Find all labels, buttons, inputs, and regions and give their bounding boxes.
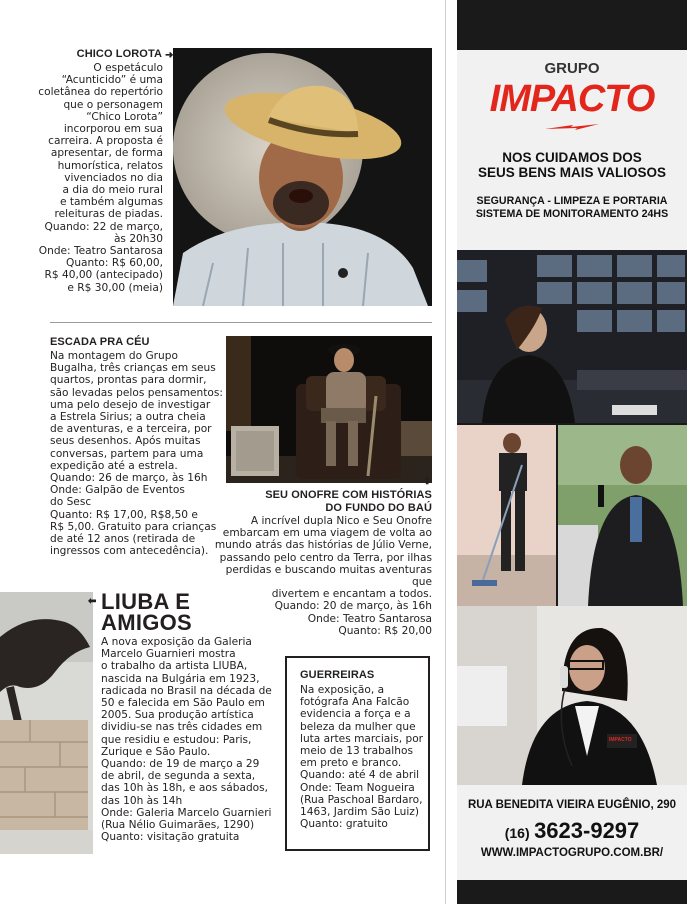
arrow-up-icon: ⬆ xyxy=(423,476,432,487)
ad-brand: IMPACTO xyxy=(489,78,655,120)
page-separator xyxy=(445,0,446,904)
ad-doorman-photo xyxy=(558,425,687,606)
ad-phone-line xyxy=(457,818,687,844)
escada-body: Na montagem do Grupo Bugalha, três crianças em seus quartos, prontas para dormir, são levadas pelos pensamentos: uma pelo desejo de investigar a Estrela Sirius; a outra cheia de aventuras, e a terceira, por seus desenhos. Após muitas conversas, partem para uma expedição até a estrela. Quando: 26 de março, às 16h Onde: Galpão de Eventos do Sesc Quanto: R$ 17,00, R$8,50 e R$ 5,00. Gratuito para crianças de até 12 anos (retirada de ingressos com antecedência). xyxy=(50,350,223,558)
ad-cleaning-photo xyxy=(457,425,556,606)
liuba-sculpture-photo xyxy=(0,592,93,854)
onofre-body: A incrível dupla Nico e Seu Onofre embarcam em uma viagem de volta ao mundo atrás das histórias de Júlio Verne, passando pelo centro da Terra, por ilhas perdidas e buscando muitas aventuras que divertem e encantam a todos. Quando: 20 de março, às 16h Onde: Teatro Santarosa Quanto: R$ 20,00 xyxy=(214,515,432,637)
escada-title: ESCADA PRA CÉU xyxy=(50,336,150,348)
ad-monitoring-photo xyxy=(457,250,687,423)
impacto-ad xyxy=(457,0,687,904)
arrow-right-icon: ➜ xyxy=(165,50,174,61)
divider xyxy=(50,322,432,323)
ad-website: WWW.IMPACTOGRUPO.COM.BR/ xyxy=(480,847,664,859)
ad-tagline: NOS CUIDAMOS DOS SEUS BENS MAIS VALIOSOS xyxy=(477,150,667,180)
chico-title: CHICO LOROTA xyxy=(76,48,162,60)
ad-services: SEGURANÇA - LIMPEZA E PORTARIA SISTEMA DE MONITORAMENTO 24HS xyxy=(475,195,669,220)
onofre-photo xyxy=(226,336,432,483)
ad-group: GRUPO xyxy=(544,60,600,77)
liuba-body: A nova exposição da Galeria Marcelo Guarnieri mostra o trabalho da artista LIUBA, nascida na Bulgária em 1923, radicada no Brasil na década de 50 e falecida em São Paulo em 2005. Sua produção artística dividiu-se nas três cidades em que residiu e estudou: Paris, Zurique e São Paulo. Quando: de 19 de março a 29 de abril, de segunda a sexta, das 10h às 18h, e aos sábados, das 10h às 14h Onde: Galeria Marcelo Guarnieri (Rua Nélio Guimarães, 1290) Quanto: visitação gratuita xyxy=(101,636,272,844)
onofre-title: SEU ONOFRE COM HISTÓRIAS DO FUNDO DO BAÚ xyxy=(265,489,432,514)
ad-receptionist-photo xyxy=(457,606,687,785)
guerreiras-body: Na exposição, a fotógrafa Ana Falcão evidencia a força e a beleza da mulher que luta artes marciais, por meio de 13 trabalhos em preto e branco. Quando: até 4 de abril Onde: Team Nogueira (Rua Paschoal Bardaro, 1463, Jardim São Luiz) Quanto: gratuito xyxy=(300,684,424,831)
ad-header xyxy=(457,50,687,250)
ad-address: RUA BENEDITA VIEIRA EUGÊNIO, 290 xyxy=(467,799,677,811)
ad-badge: IMPACTO xyxy=(609,737,632,743)
ad-phone: 3623-9297 xyxy=(534,818,640,843)
guerreiras-title: GUERREIRAS xyxy=(300,669,375,681)
liuba-title: LIUBA E AMIGOS xyxy=(101,589,193,635)
chico-photo xyxy=(173,48,432,306)
ad-footer xyxy=(457,785,687,880)
ad-phone-area: (16) xyxy=(504,825,530,841)
chico-body: O espetáculo “Acunticido” é uma coletânea do repertório que o personagem “Chico Lorota” incorporou em sua carreira. A proposta é apresentar, de forma humorística, relatos vivenciados no dia a dia do meio rural e também algumas releituras de piadas. Quando: 22 de março, às 20h30 Onde: Teatro Santarosa Quanto: R$ 60,00, R$ 40,00 (antecipado) e R$ 30,00 (meia) xyxy=(38,62,163,294)
arrow-left-icon: ⬅ xyxy=(88,596,97,607)
brand-bolt-icon xyxy=(545,123,599,131)
